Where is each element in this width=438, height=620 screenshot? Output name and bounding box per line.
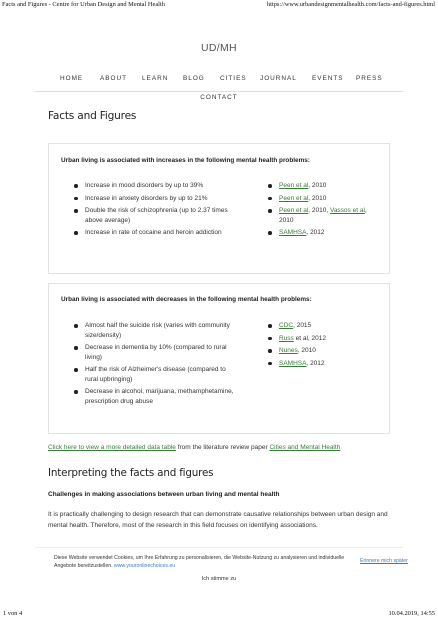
nav-learn[interactable]: LEARN [142, 75, 169, 82]
decreases-list [71, 321, 239, 409]
decreases-card [48, 283, 390, 434]
data-table-link[interactable]: Click here to view a more detailed data table [48, 444, 176, 451]
bullet-icon [268, 197, 272, 201]
increases-card [48, 143, 390, 274]
page-title: Facts and Figures [48, 110, 137, 122]
source-item: SAMHSA, 2012 [265, 228, 381, 238]
data-table-line: Click here to view a more detailed data table from the literature review paper Cities and Mental Health [48, 444, 341, 451]
cookie-choices-link[interactable]: www.youronlinechoices.eu [114, 562, 176, 569]
nav-press[interactable]: PRESS [356, 75, 383, 82]
source-item: Peen et al, 2010, Vassos et al, 2010 [265, 206, 381, 225]
source-link[interactable]: Peen et al [279, 207, 309, 214]
source-link[interactable]: CDC [279, 322, 294, 329]
source-item: Peen et al, 2010 [265, 194, 381, 204]
nav-about[interactable]: ABOUT [100, 75, 128, 82]
bullet-icon [268, 349, 272, 353]
bullet-icon [74, 209, 78, 213]
source-item: Peen et al, 2010 [265, 181, 381, 191]
print-page-number: 1 von 4 [3, 610, 23, 617]
cookie-banner [35, 547, 408, 587]
source-item: Nunes, 2010 [265, 346, 381, 356]
list-item: Double the risk of schizophrenia (up to 2.37 times above average) [71, 206, 239, 225]
nav-cities[interactable]: CITIES [220, 75, 247, 82]
bullet-icon [74, 231, 78, 235]
bullet-icon [74, 197, 78, 201]
body-paragraph: It is practically challenging to design research that can demonstrate causative relationships between urban design and mental health. Therefore, most of the research in this field focuses on identifying associations. [48, 511, 388, 529]
list-item: Decrease in dementia by 10% (compared to rural living) [71, 343, 239, 362]
source-link[interactable]: Nunes [279, 347, 298, 354]
bullet-icon [74, 324, 78, 328]
section-title: Interpreting the facts and figures [48, 467, 214, 479]
bullet-icon [74, 346, 78, 350]
source-item: CDC, 2015 [265, 321, 381, 331]
increases-list [71, 181, 239, 241]
remind-later-link[interactable]: Erinnere mich später [360, 558, 408, 564]
bullet-icon [268, 324, 272, 328]
list-item: Decrease in alcohol, marijuana, methamphetamine, prescription drug abuse [71, 387, 239, 406]
source-item: SAMHSA, 2012 [265, 359, 381, 369]
main-nav [35, 75, 403, 85]
bullet-icon [74, 368, 78, 372]
source-item: Russ et al, 2012 [265, 334, 381, 344]
list-item: Increase in rate of cocaine and heroin addiction [71, 228, 239, 238]
source-link[interactable]: SAMHSA [279, 229, 307, 236]
list-item: Increase in anxiety disorders by up to 21% [71, 194, 239, 204]
print-header-title: Facts and Figures - Centre for Urban Design and Mental Health [2, 1, 165, 8]
bullet-icon [74, 390, 78, 394]
print-datetime: 10.04.2019, 14:55 [388, 610, 435, 617]
nav-divider [35, 91, 403, 92]
source-link[interactable]: Vassos et al [329, 207, 365, 214]
source-link[interactable]: Peen et al [279, 182, 309, 189]
nav-contact[interactable]: CONTACT [200, 94, 238, 101]
section-subhead: Challenges in making associations between urban living and mental health [48, 491, 280, 498]
list-item: Half the risk of Alzheimer's disease (compared to rural upbringing) [71, 365, 239, 384]
decreases-heading: Urban living is associated with decreases in the following mental health problems: [61, 296, 312, 303]
nav-home[interactable]: HOME [60, 75, 84, 82]
agree-button[interactable]: Ich stimme zu [201, 576, 237, 582]
print-header [0, 0, 438, 10]
decreases-sources [265, 321, 381, 371]
nav-events[interactable]: EVENTS [312, 75, 344, 82]
bullet-icon [268, 362, 272, 366]
nav-journal[interactable]: JOURNAL [260, 75, 297, 82]
increases-sources [265, 181, 381, 241]
print-header-url: https://www.urbandesignmentalhealth.com/facts-and-figures.html [266, 1, 435, 8]
cookie-text: Diese Website verwendet Cookies, um Ihre Erfahrung zu personalisieren, die Website-Nutzung zu analysieren und individuelle Angebote bereitzustellen. www.youronlinechoices.eu [54, 555, 345, 569]
list-item: Increase in mood disorders by up to 39% [71, 181, 239, 191]
paper-link[interactable]: Cities and Mental Health [269, 444, 341, 451]
bullet-icon [268, 337, 272, 341]
bullet-icon [268, 209, 272, 213]
source-link[interactable]: SAMHSA [279, 359, 307, 367]
bullet-icon [74, 184, 78, 188]
source-link[interactable]: Peen et al [279, 194, 309, 202]
bullet-icon [268, 231, 272, 235]
increases-heading: Urban living is associated with increases in the following mental health problems: [61, 157, 310, 164]
list-item: Almost half the suicide risk (varies with community size/density) [71, 321, 239, 340]
source-link[interactable]: Russ [279, 334, 294, 342]
nav-blog[interactable]: BLOG [183, 75, 205, 82]
site-logo[interactable]: UD/MH [201, 42, 237, 54]
bullet-icon [268, 184, 272, 188]
